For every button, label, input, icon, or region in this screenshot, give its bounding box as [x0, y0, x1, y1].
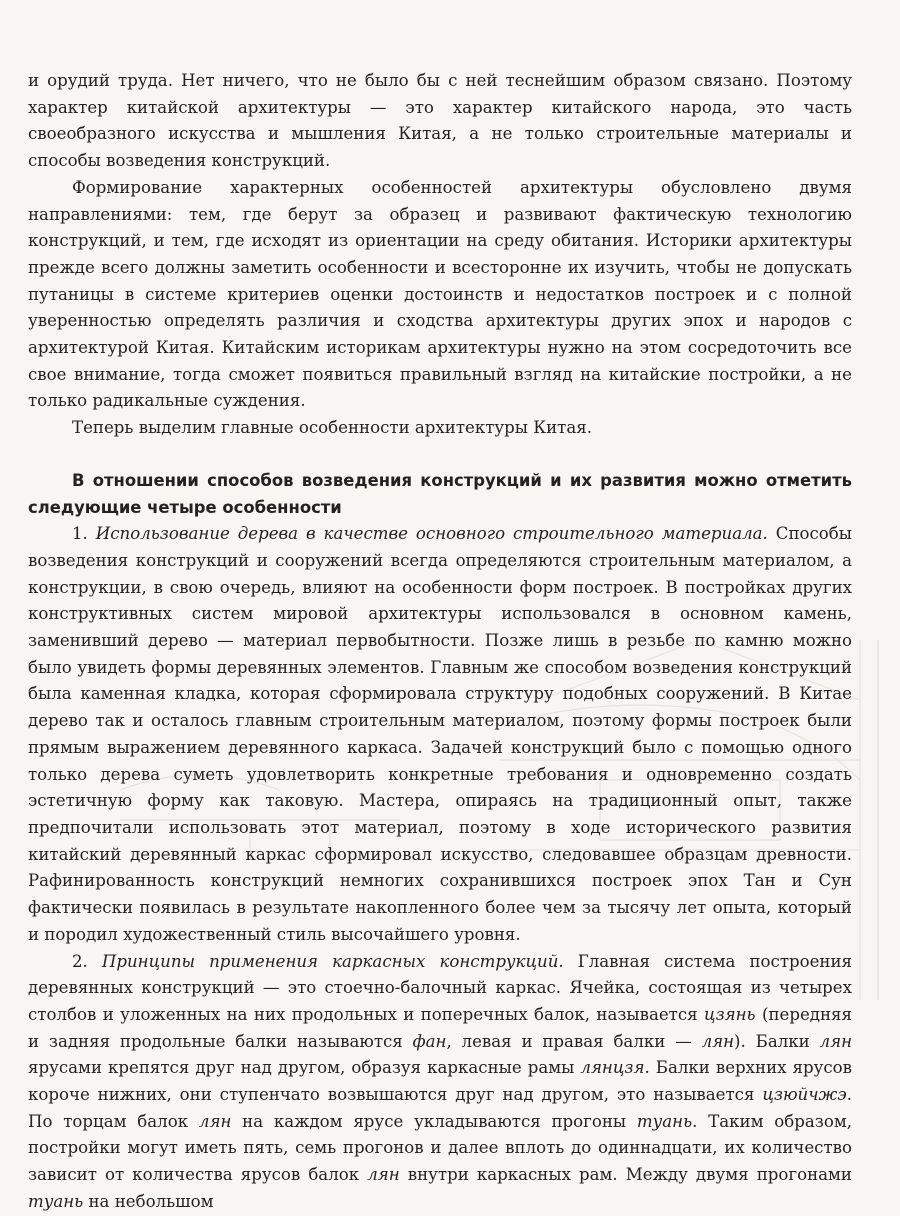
paragraph-continuation	[28, 68, 852, 175]
text-run: . По торцам балок	[28, 1085, 852, 1131]
italic-term: туань	[636, 1111, 693, 1131]
text-run: внутри каркасных рам. Между двумя прогонами	[399, 1165, 852, 1185]
text-run: и орудий труда. Нет ничего, что не было бы с ней теснейшим образом связано. Поэтому характер китайской архитектуры — это характер китайского народа, это часть своеобразного искусства и мышления Китая, а не только строительные материалы и способы возведения конструкций.	[28, 71, 852, 171]
text-run: Способы возведения конструкций и сооружений всегда определяются строительным материалом, а конструкции, в свою очередь, влияют на особенности форм построек. В постройках других конструктивных систем мировой архитектуры использовался в основном камень, заменивший дерево — материал первобытности. Позже лишь в резьбе по камню можно было увидеть формы деревянных элементов. Главным же способом возведения конструкций была каменная кладка, которая сформировала структуру подобных сооружений. В Китае дерево так и осталось главным строительным материалом, поэтому формы построек были прямым выражением деревянного каркаса. Задачей конструкций было с помощью одного только дерева суметь удовлетворить конкретные требования и одновременно создать эстетичную форму как таковую. Мастера, опираясь на традиционный опыт, также предпочитали использовать этот материал, поэтому в ходе исторического развития китайский деревянный каркас сформировал искусство, следовавшее образцам древности. Рафинированность конструкций немногих сохранившихся построек эпох Тан и Сун фактически появилась в результате накопленного более чем за тысячу лет опыта, который и породил художественный стиль высочайшего уровня.	[28, 524, 852, 944]
italic-term: лян	[198, 1111, 232, 1131]
italic-term: фан	[412, 1031, 447, 1051]
text-run: . Таким образом, постройки могут иметь пять, семь прогонов и далее вплоть до одиннадцати, их количество зависит от количества ярусов балок	[28, 1111, 853, 1185]
italic-term: Использование дерева в качестве основного строительного материала.	[95, 524, 768, 544]
italic-term: Принципы применения каркасных конструкций.	[101, 951, 564, 971]
text-run: 1.	[72, 524, 96, 544]
text-run: 2.	[72, 951, 102, 971]
paragraph-feature-1-wood	[28, 521, 852, 948]
text-run: . Балки верхних ярусов короче нижних, они ступенчато возвышаются друг над другом, это называется	[28, 1058, 852, 1105]
italic-term: лян	[367, 1165, 400, 1185]
paragraph-feature-2-frame	[28, 949, 852, 1216]
text-run: ярусами крепятся друг над другом, образуя каркасные рамы	[28, 1058, 581, 1078]
italic-term: туань	[28, 1191, 84, 1211]
text-run: на небольшом	[83, 1191, 214, 1211]
paragraph-intro-features	[28, 415, 852, 442]
text-run: , левая и правая балки —	[446, 1031, 702, 1051]
text-run: ). Балки	[734, 1031, 820, 1051]
section-heading	[28, 468, 852, 521]
paragraph-architecture-features	[28, 175, 852, 415]
italic-term: цзянь	[704, 1004, 756, 1024]
italic-term: лян	[701, 1031, 735, 1051]
italic-term: лян	[819, 1031, 853, 1051]
text-run: Формирование характерных особенностей архитектуры обусловлено двумя направлениями: тем, где берут за образец и развивают фактическую технологию конструкций, и тем, где исходят из ориентации на среду обитания. Историки архитектуры прежде всего должны заметить особенности и всесторонне их изучить, чтобы не допускать путаницы в системе критериев оценки достоинств и недостатков построек и с полной уверенностью определять различия и сходства архитектуры других эпох и народов с архитектурой Китая. Китайским историкам архитектуры нужно на этом сосредоточить все свое внимание, тогда сможет появиться правильный взгляд на китайские постройки, а не только радикальные суждения.	[28, 177, 852, 411]
italic-term: лянцзя	[580, 1058, 645, 1078]
text-run: Главная система построения деревянных конструкций — это стоечно-балочный каркас. Ячейка, состоящая из четырех столбов и уложенных на них продольных и поперечных балок, называется	[28, 951, 853, 1024]
page-body	[28, 68, 852, 1216]
text-run: Теперь выделим главные особенности архитектуры Китая.	[72, 418, 592, 438]
text-run: на каждом ярусе укладываются прогоны	[231, 1111, 637, 1131]
text-run: (передняя и задняя продольные балки называются	[28, 1004, 852, 1051]
text-run: В отношении способов возведения конструкций и их развития можно отметить следующие четыре особенности	[28, 470, 852, 517]
italic-term: цзюйчжэ	[762, 1085, 847, 1105]
